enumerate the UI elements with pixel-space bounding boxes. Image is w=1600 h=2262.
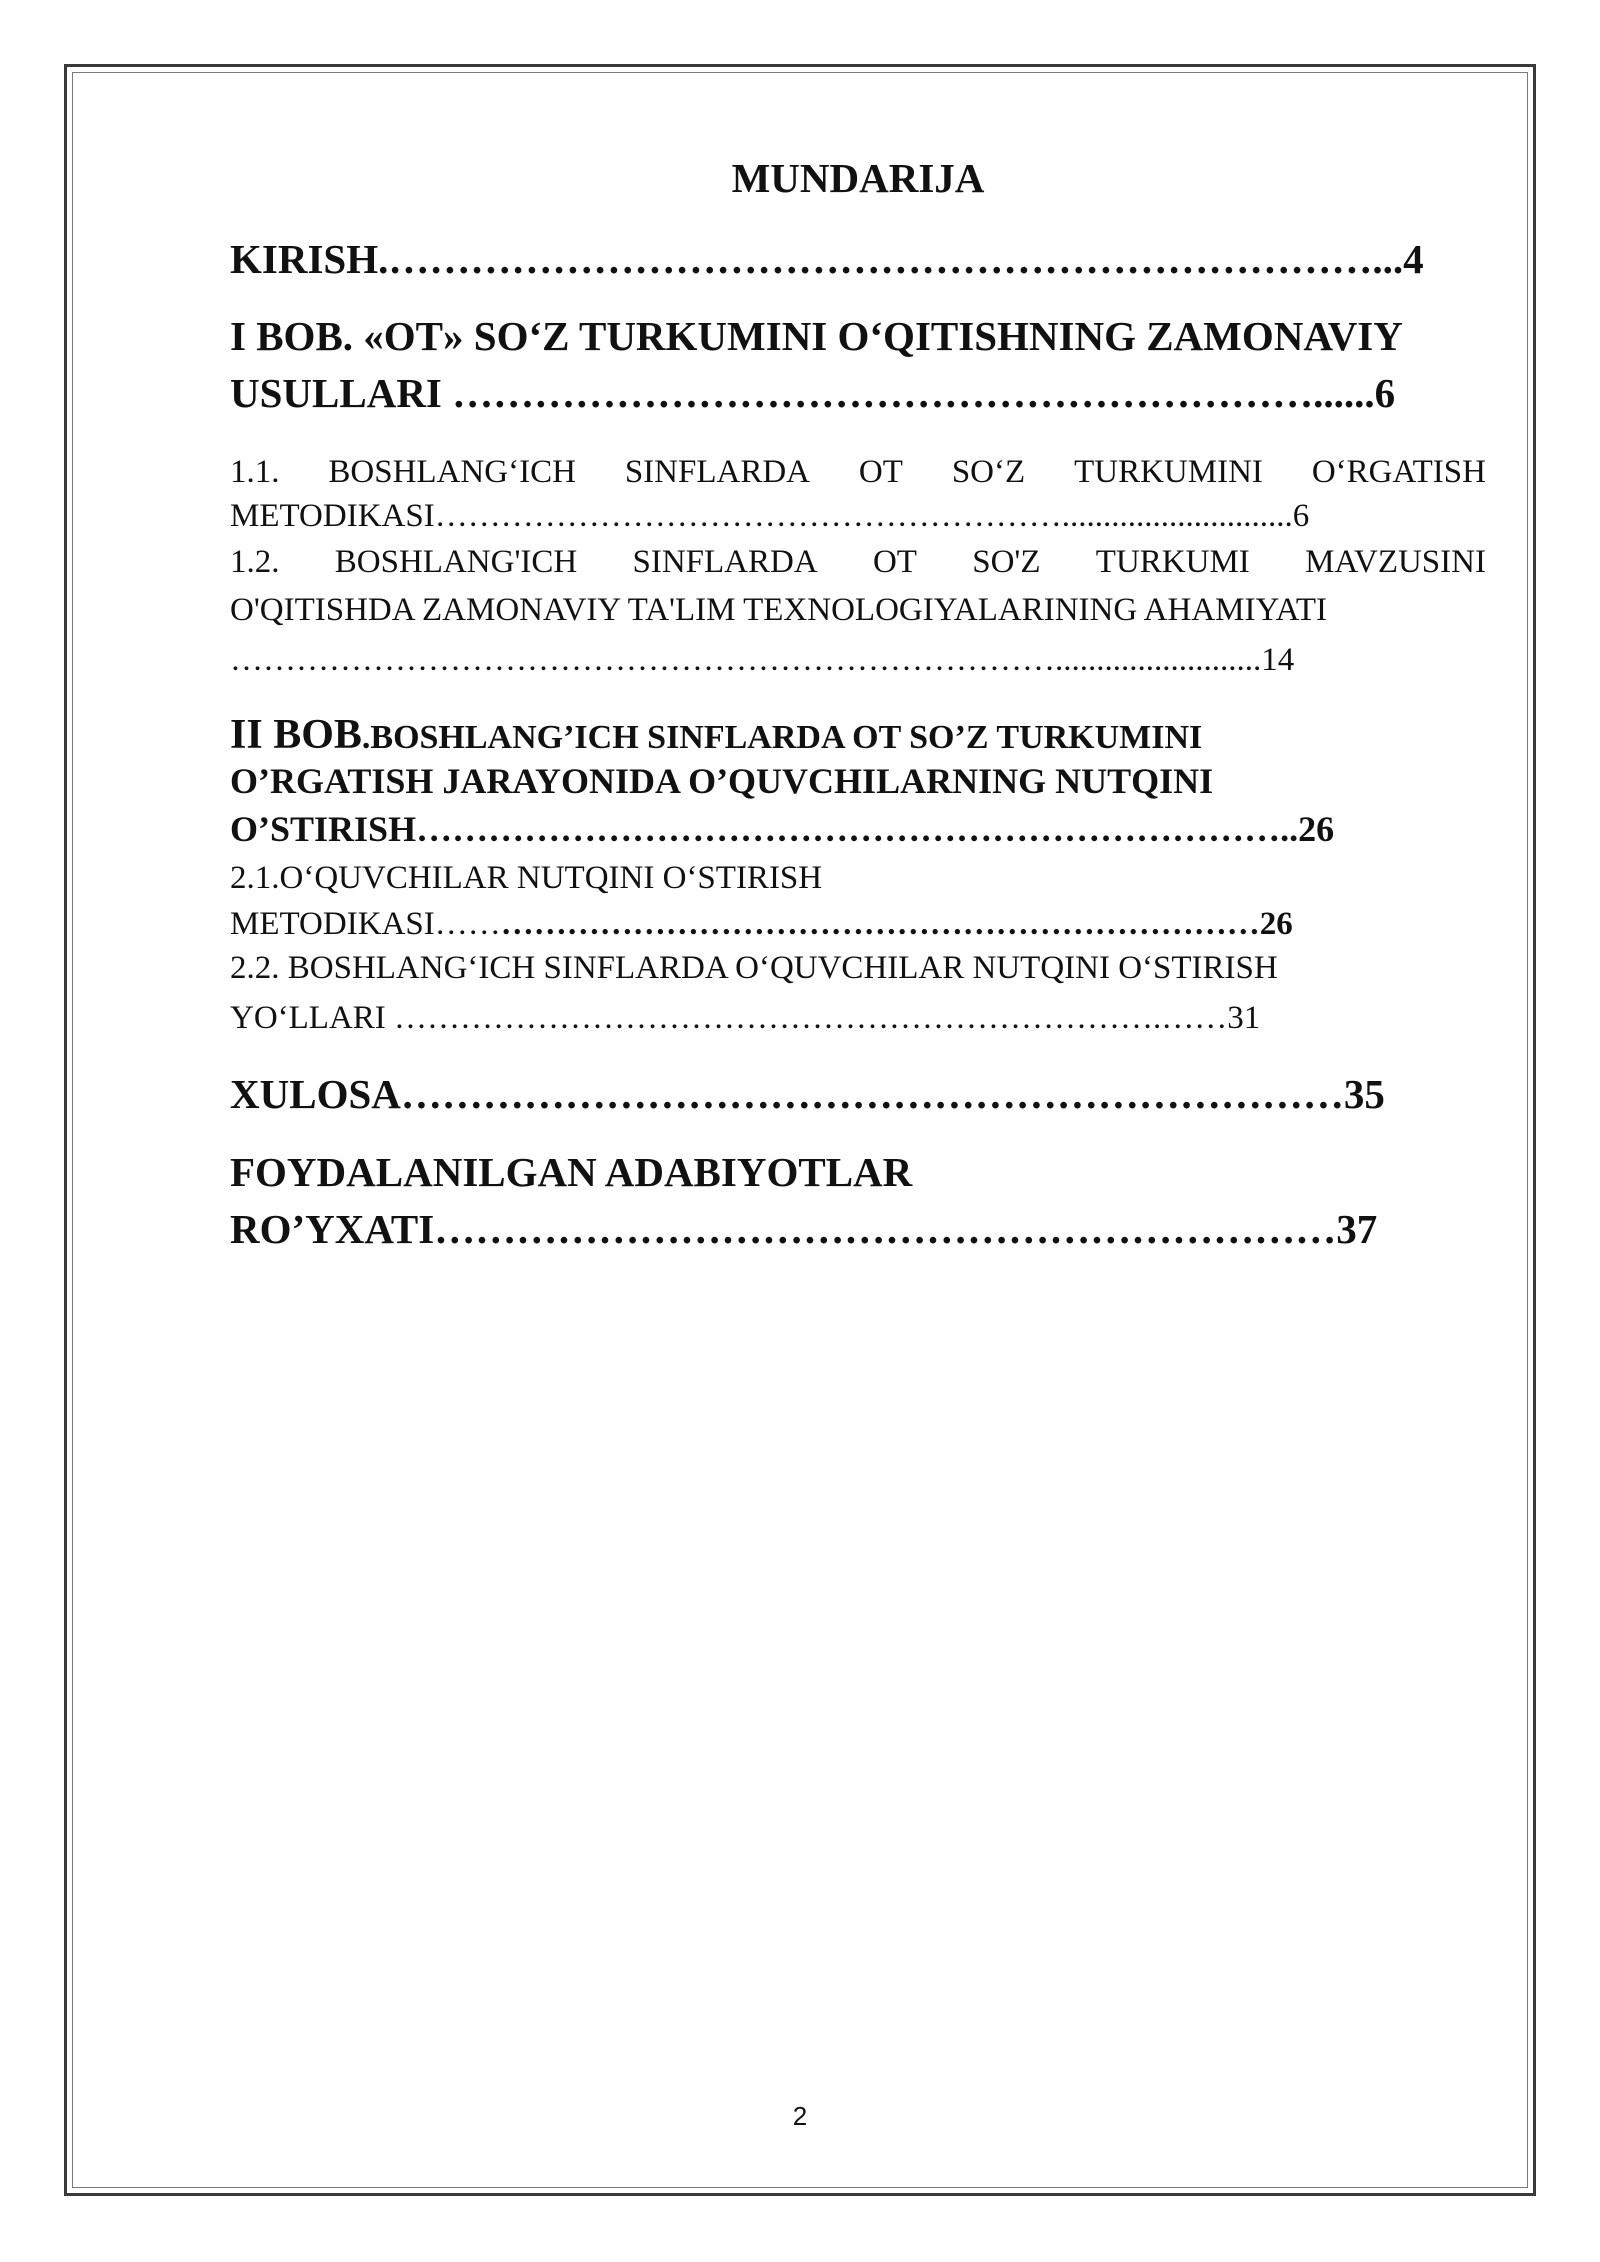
toc-entry-bob1-line1[interactable]: I BOB. «OT» SO‘Z TURKUMINI O‘QITISHNING ZAMONAVIY: [230, 313, 1403, 359]
toc-entry-bob2-line2[interactable]: O’RGATISH JARAYONIDA O’QUVCHILARNING NUTQINI: [230, 761, 1214, 801]
toc-entry-bob2-line3[interactable]: O’STIRISH………………………………………………………………..26: [230, 809, 1335, 849]
toc-word: MAVZUSINI: [1305, 544, 1486, 580]
toc-entry-foyd-line1[interactable]: FOYDALANILGAN ADABIYOTLAR: [230, 1149, 913, 1195]
toc-word: TURKUMI: [1095, 544, 1250, 580]
toc-word: SINFLARDA: [632, 544, 818, 580]
toc-2-1-label: METODIKASI……: [230, 906, 501, 942]
toc-entry-bob1-line2[interactable]: USULLARI ………………………………………………………......6: [230, 370, 1396, 416]
toc-entry-2-2-line2[interactable]: YO‘LLARI …………………………………………………………….……31: [230, 1000, 1261, 1036]
toc-word: OT: [872, 544, 917, 580]
toc-entry-2-2-line1[interactable]: 2.2. BOSHLANG‘ICH SINFLARDA O‘QUVCHILAR NUTQINI O‘STIRISH: [230, 950, 1278, 986]
toc-entry-kirish[interactable]: KIRISH.………………………………………………………………...4: [230, 236, 1424, 282]
toc-word: SO'Z: [972, 544, 1041, 580]
page-number: 2: [792, 2101, 808, 2131]
toc-entry-1-2-line3[interactable]: ………………………………………………………………….........................14: [230, 642, 1295, 678]
toc-word: 1.2.: [230, 544, 280, 580]
toc-2-1-page: ……………………………………………………………26: [500, 906, 1293, 942]
toc-word: SINFLARDA: [624, 454, 811, 490]
toc-bob2-prefix: II BOB: [230, 712, 362, 758]
page-title: MUNDARIJA: [731, 155, 985, 201]
toc-entry-bob2-line1[interactable]: [230, 712, 1486, 761]
toc-word: 1.1.: [230, 454, 280, 490]
toc-bob2-title: .BOSHLANG’ICH SINFLARDA OT SO’Z TURKUMINI: [361, 719, 1203, 756]
toc-entry-1-2-line1[interactable]: [230, 540, 1486, 584]
toc-word: SO‘Z: [951, 454, 1026, 490]
toc-entry-1-2-line2[interactable]: O'QITISHDA ZAMONAVIY TA'LIM TEXNOLOGIYALARINING AHAMIYATI: [230, 592, 1327, 628]
toc-word: BOSHLANG'ICH: [334, 544, 578, 580]
toc-entry-foyd-line2[interactable]: RO’YXATI…………………………………………………………37: [230, 1206, 1378, 1252]
toc-word: OT: [858, 454, 903, 490]
toc-entry-xulosa[interactable]: XULOSA……………………………………………………………35: [230, 1071, 1385, 1117]
toc-word: TURKUMINI: [1074, 454, 1263, 490]
toc-word: O‘RGATISH: [1311, 454, 1486, 490]
toc-entry-1-1-line2[interactable]: METODIKASI…………………………………………………............................6: [230, 498, 1310, 534]
toc-entry-2-1-line2[interactable]: [230, 902, 1486, 946]
toc-entry-1-1-line1[interactable]: [230, 450, 1486, 494]
toc-word: BOSHLANG‘ICH: [328, 454, 576, 490]
toc-entry-2-1-line1[interactable]: 2.1.O‘QUVCHILAR NUTQINI O‘STIRISH: [230, 860, 823, 896]
